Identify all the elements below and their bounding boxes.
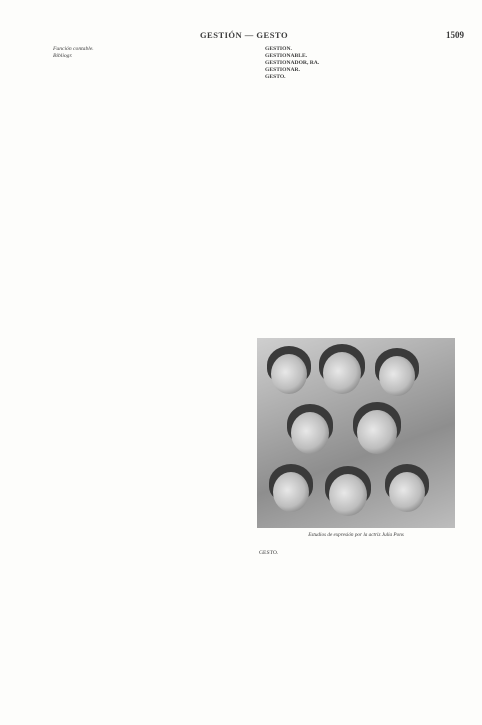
entry-headword: GESTO. — [259, 549, 279, 556]
dictionary-entry — [259, 74, 467, 81]
page-number: 1509 — [446, 30, 464, 40]
entry-headword: GESTIONADOR, RA. — [265, 60, 320, 67]
paragraph-lead: GESTIÓN. — [265, 46, 292, 52]
left-column — [47, 46, 252, 686]
entry-headword: GESTIONABLE. — [265, 53, 308, 60]
running-title: GESTIÓN — GESTO — [199, 30, 289, 40]
left-paragraph — [47, 46, 252, 53]
left-paragraph — [47, 53, 252, 60]
portrait-face — [389, 472, 425, 512]
portrait-face — [379, 356, 415, 396]
entry-headword: GESTO. — [265, 74, 286, 81]
dictionary-entry — [259, 67, 467, 74]
portrait-face — [323, 352, 361, 394]
figure-caption: Estudios de expresión por la actriz Julia Pons — [308, 532, 404, 538]
dictionary-entry — [259, 550, 467, 557]
portrait-face — [271, 354, 307, 394]
entry-headword: GESTIONAR. — [265, 67, 300, 74]
portrait-face — [291, 412, 329, 454]
expression-photo — [257, 338, 455, 528]
portrait-face — [329, 474, 367, 516]
right-column-lower — [259, 544, 467, 562]
page-header — [24, 30, 464, 44]
paragraph-lead: Función contable. — [53, 46, 94, 52]
dictionary-entry — [259, 60, 467, 67]
right-column — [259, 46, 467, 336]
paragraph-lead: Bibliogr. — [53, 53, 73, 60]
portrait-face — [273, 472, 309, 512]
dictionary-entry — [259, 53, 467, 60]
right-paragraph — [259, 46, 467, 53]
portrait-face — [357, 410, 397, 454]
